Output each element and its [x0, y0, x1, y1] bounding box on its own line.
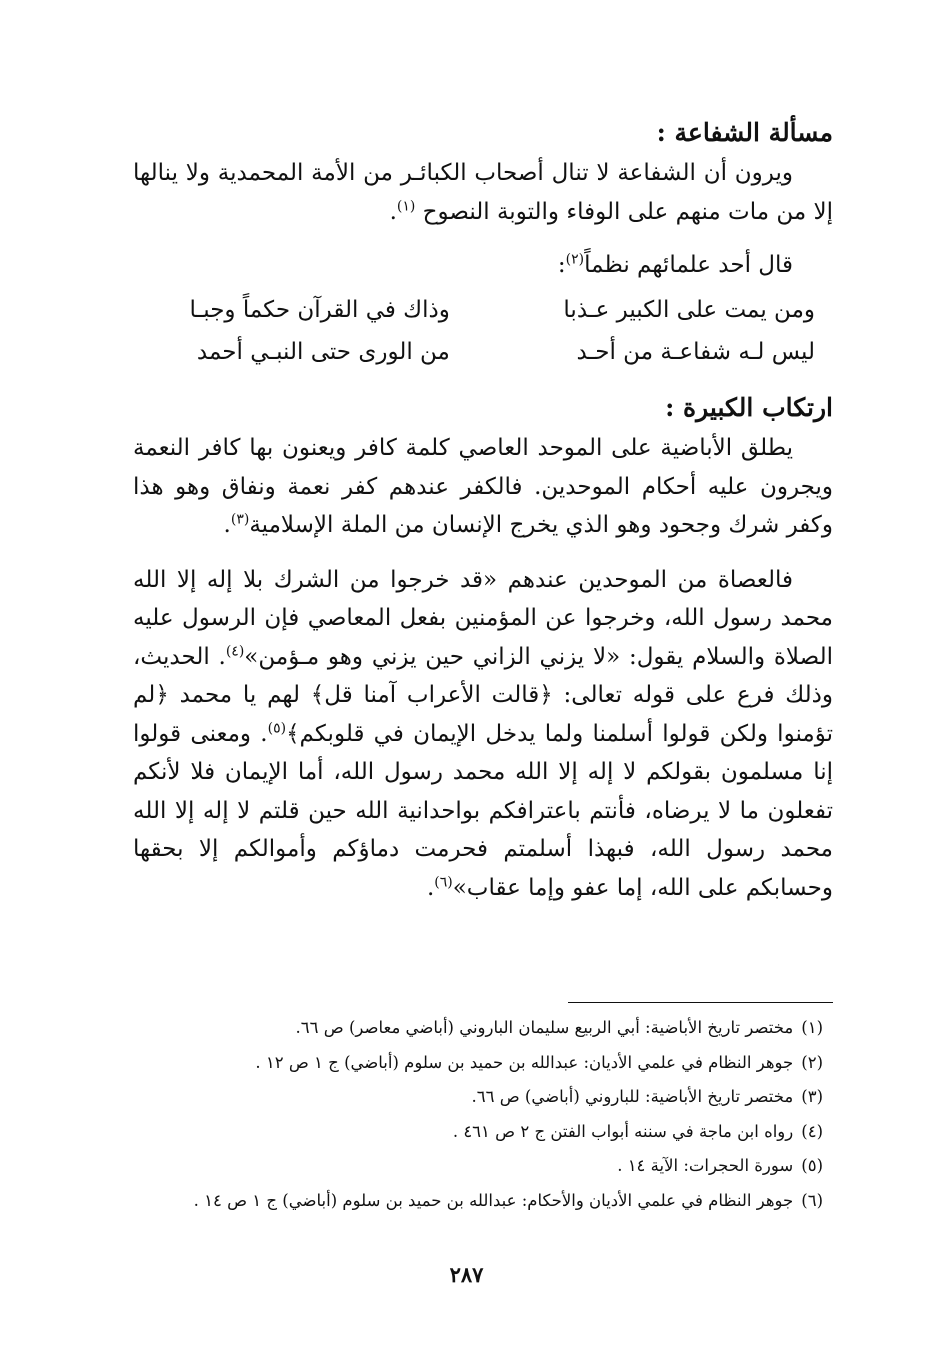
footnote-text: مختصر تاريخ الأباضية: للباروني (أباضي) ص ٦٦.	[471, 1087, 794, 1106]
footnote-number: (٦)	[801, 1190, 823, 1210]
verse-1-first-hemistich: ومن يمت على الكبير عـذبا	[563, 297, 815, 323]
footnote-divider	[568, 1002, 833, 1003]
poem-intro-text: قال أحد علمائهم نظماً	[584, 252, 793, 278]
footnote-ref-5[interactable]: (٥)	[267, 719, 287, 736]
footnote-text: سورة الحجرات: الآية ١٤ .	[617, 1156, 794, 1175]
paragraph-intercession	[133, 154, 833, 231]
verse-2	[163, 331, 815, 373]
paragraph-text-c: . ومعنى قولوا إنا مسلمون بقولكم لا إله إلا الله محمد رسول الله، أما الإيمان فلا لأنكم تفعلون ما لا يرضاه، فأنتم باعترافكم بواحدانية الله حين قلتم لا إله إلا الله محمد رسول الله، فبهذا أسلمتم فحرمت دماؤكم وأموالكم إلا بحقها وحسابكم على الله، إما عفو وإما عقاب»	[133, 720, 833, 901]
footnote-text: مختصر تاريخ الأباضية: أبي الربيع سليمان الباروني (أباضي معاصر) ص ٦٦.	[295, 1018, 794, 1037]
footnote-3	[133, 1080, 833, 1115]
footnote-number: (٢)	[801, 1052, 823, 1072]
footnote-ref-1[interactable]: (١)	[396, 197, 416, 214]
footnote-4	[133, 1115, 833, 1150]
verse-1-second-hemistich: وذاك في القرآن حكماً وجبـا	[189, 297, 450, 323]
footnote-number: (٣)	[801, 1087, 823, 1106]
paragraph-text-b: . الحديث، وذلك فرع على قوله تعالى: ﴿قالت الأعراب آمنا قل﴾ لهم يا محمد ﴿لم تؤمنوا ولكن قولوا أسلمنا ولما يدخل الإيمان في قلوبكم﴾	[133, 643, 833, 747]
footnote-6	[133, 1184, 833, 1219]
paragraph-end: .	[389, 198, 397, 225]
footnote-number: (٥)	[801, 1156, 823, 1175]
paragraph-text: يطلق الأباضية على الموحد العاصي كلمة كافر ويعنون بها كافر النعمة ويجرون عليه أحكام الموحدين. فالكفر عندهم كفر نعمة ونفاق وهو هذا وكفر شرك وجحود وهو الذي يخرج الإنسان من الملة الإسلامية	[133, 435, 833, 538]
footnote-text: جوهر النظام في علمي الأديان: عبدالله بن حميد بن سلوم (أباضي) ج ١ ص ١٢ .	[255, 1052, 794, 1072]
verse-2-second-hemistich: من الورى حتى النبـي أحمد	[196, 339, 450, 365]
page-number: ٢٨٧	[449, 1262, 484, 1287]
footnote-ref-4[interactable]: (٤)	[225, 642, 245, 659]
footnote-text: رواه ابن ماجة في سننه أبواب الفتن ج ٢ ص ٤٦١ .	[452, 1121, 794, 1141]
footnote-2	[133, 1046, 833, 1081]
paragraph-end: .	[223, 512, 231, 538]
footnote-5	[133, 1149, 833, 1184]
footnote-number: (٤)	[801, 1121, 823, 1141]
footnote-ref-6[interactable]: (٦)	[434, 873, 453, 890]
footnote-ref-3[interactable]: (٣)	[230, 511, 250, 528]
paragraph-end: .	[426, 874, 435, 901]
main-text	[133, 112, 833, 907]
poem	[163, 289, 815, 373]
footnote-ref-2[interactable]: (٢)	[565, 251, 585, 268]
paragraph-major-sin-2	[133, 561, 833, 908]
footnote-number: (١)	[801, 1018, 823, 1037]
section-title-intercession: مسألة الشفاعة :	[656, 118, 833, 147]
poem-intro-end: :	[557, 252, 566, 278]
paragraph-major-sin-1	[133, 429, 833, 545]
footnote-1	[133, 1011, 833, 1046]
section-title-major-sin: ارتكاب الكبيرة :	[665, 393, 833, 422]
verse-2-first-hemistich: ليس لـه شفاعـة من أحـد	[576, 339, 815, 365]
verse-1	[163, 289, 815, 331]
footnotes	[133, 1002, 833, 1218]
poem-intro	[133, 245, 833, 285]
footnote-text: جوهر النظام في علمي الأديان والأحكام: عبدالله بن حميد بن سلوم (أباضي) ج ١ ص ١٤ .	[193, 1190, 794, 1210]
paragraph-text-a: فالعصاة من الموحدين عندهم «قد خرجوا من الشرك بلا إله إلا الله محمد رسول الله، وخرجوا عن المؤمنين بفعل المعاصي فإن الرسول عليه الصلاة والسلام يقول: «لا يزني الزاني حين يزني وهو مـؤمن»	[133, 566, 833, 670]
paragraph-text: ويرون أن الشفاعة لا تنال أصحاب الكبائـر من الأمة المحمدية ولا ينالها إلا من مات منهم على الوفاء والتوبة النصوح	[133, 160, 833, 225]
